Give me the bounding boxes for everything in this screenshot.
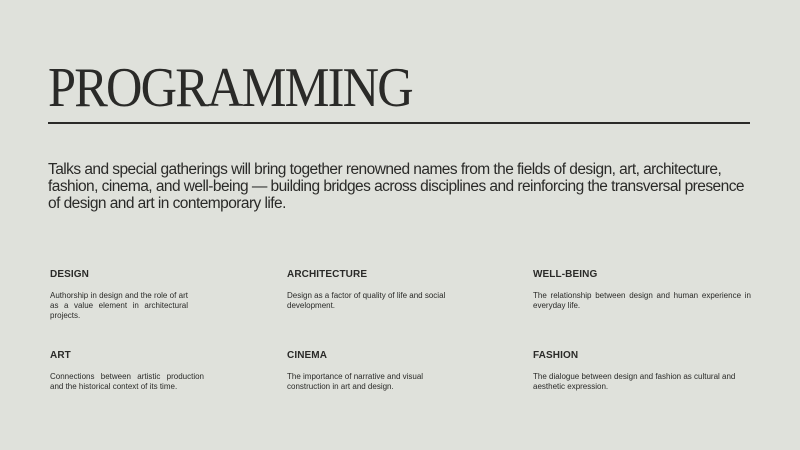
category-cinema <box>287 350 457 392</box>
category-title: WELL-BEING <box>533 269 598 280</box>
category-fashion <box>533 350 763 392</box>
category-title: ARCHITECTURE <box>287 269 368 280</box>
category-title: FASHION <box>533 350 579 361</box>
page-title: PROGRAMMING <box>48 57 412 119</box>
category-design <box>50 269 188 321</box>
title-divider <box>48 122 750 124</box>
category-title: ART <box>50 350 71 361</box>
category-description: Connections between artistic production and the historical context of its time. <box>50 372 204 391</box>
category-architecture <box>287 269 457 311</box>
category-description: The importance of narrative and visual construction in art and design. <box>287 372 424 391</box>
category-art <box>50 350 204 392</box>
category-well-being <box>533 269 751 311</box>
category-description: Design as a factor of quality of life and social development. <box>287 291 446 310</box>
category-description: The relationship between design and human experience in everyday life. <box>533 291 751 310</box>
category-description: The dialogue between design and fashion as cultural and aesthetic expression. <box>533 372 736 391</box>
intro-paragraph: Talks and special gatherings will bring together renowned names from the fields of design, art, architecture, fashion, cinema, and well-being — building bridges across disciplines and reinforcing the transversal presence of design and art in contemporary life. <box>48 161 744 212</box>
category-title: DESIGN <box>50 269 89 280</box>
category-title: CINEMA <box>287 350 328 361</box>
category-description: Authorship in design and the role of art as a value element in architectural projects. <box>50 291 188 320</box>
